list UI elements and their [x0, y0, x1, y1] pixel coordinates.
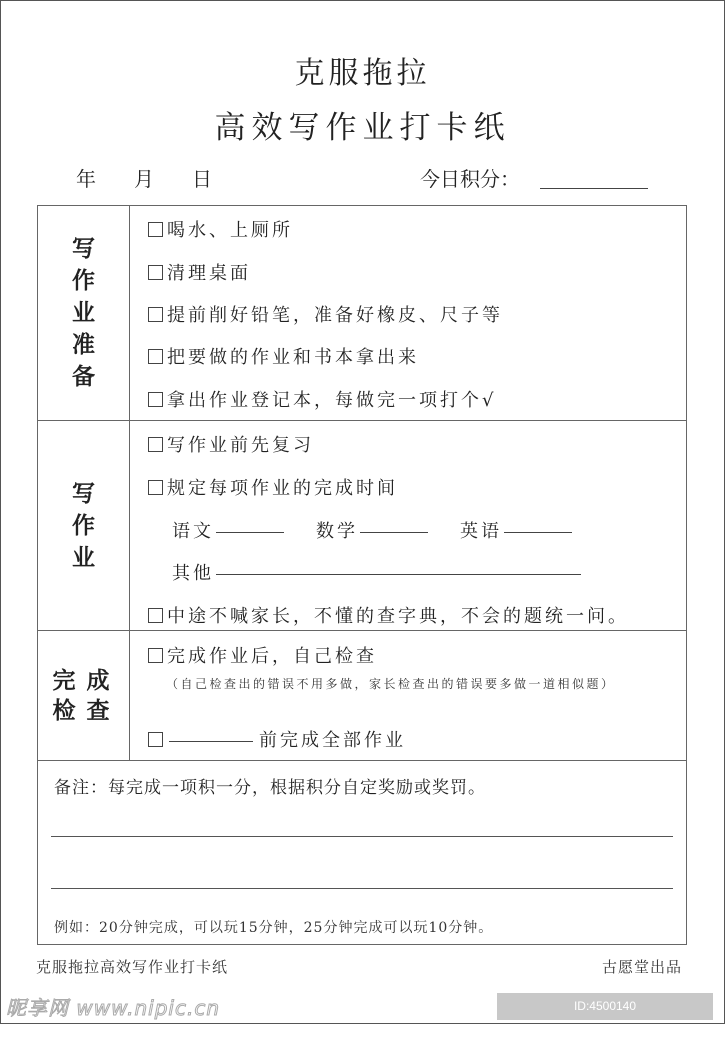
checkbox-icon[interactable]	[148, 222, 163, 237]
checklist-item[interactable]	[148, 431, 314, 457]
item-label: 把要做的作业和书本拿出来	[167, 347, 419, 368]
date-line	[0, 163, 725, 193]
item-label: 中途不喊家长，不懂的查字典，不会的题统一问。	[167, 606, 629, 627]
checkbox-icon[interactable]	[148, 349, 163, 364]
section-homework	[38, 421, 686, 631]
watermark-logo: 昵享网 www.nipic.cn	[6, 996, 221, 1020]
section-body	[130, 206, 686, 420]
checklist-item[interactable]	[148, 259, 251, 285]
label-char: 查	[86, 696, 110, 724]
remarks-example: 例如：20分钟完成，可以玩15分钟，25分钟完成可以玩10分钟。	[54, 920, 494, 936]
checkbox-icon[interactable]	[148, 437, 163, 452]
checkbox-icon[interactable]	[148, 265, 163, 280]
section-check	[38, 631, 686, 761]
checkbox-icon[interactable]	[148, 307, 163, 322]
subject-english-input[interactable]	[504, 532, 572, 533]
score-label: 今日积分：	[420, 167, 520, 191]
subject-other-row	[172, 559, 581, 585]
label-char: 完	[52, 666, 76, 694]
footer-publisher: 古愿堂出品	[602, 958, 683, 976]
item-label: 清理桌面	[167, 263, 251, 284]
footer-title: 克服拖拉高效写作业打卡纸	[36, 958, 229, 976]
subject-english-label: 英语	[460, 521, 502, 542]
section-preparation	[38, 206, 686, 421]
remarks-line-2[interactable]	[51, 888, 673, 889]
year-label: 年	[76, 167, 96, 191]
item-label: 完成作业后，自己检查	[167, 646, 377, 667]
checklist-item[interactable]	[148, 602, 629, 628]
checklist-item[interactable]	[148, 301, 503, 327]
checklist-item[interactable]	[148, 343, 419, 369]
subject-other-input[interactable]	[216, 574, 581, 575]
section-label: 写作业	[72, 479, 95, 571]
label-char: 检	[52, 696, 76, 724]
remarks-section	[38, 761, 686, 946]
checkbox-icon[interactable]	[148, 480, 163, 495]
checkbox-icon[interactable]	[148, 392, 163, 407]
item-label: 拿出作业登记本，每做完一项打个√	[167, 390, 497, 411]
subject-chinese-input[interactable]	[216, 532, 284, 533]
checklist-item[interactable]	[148, 474, 398, 500]
checklist-item[interactable]	[148, 642, 377, 668]
deadline-input[interactable]	[169, 741, 253, 742]
subject-math-label: 数学	[316, 521, 358, 542]
subject-math-input[interactable]	[360, 532, 428, 533]
subject-time-row	[172, 517, 572, 543]
section-header	[38, 206, 130, 420]
score-input-line[interactable]	[540, 188, 648, 189]
remarks-text: 备注：每完成一项积一分，根据积分自定奖励或奖罚。	[54, 778, 486, 798]
subject-chinese-label: 语文	[172, 521, 214, 542]
day-label: 日	[192, 167, 212, 191]
item-label: 提前削好铅笔，准备好橡皮、尺子等	[167, 305, 503, 326]
title-line-1: 克服拖拉	[294, 56, 431, 91]
checklist-item[interactable]	[148, 216, 293, 242]
month-label: 月	[134, 167, 154, 191]
section-body	[130, 421, 686, 630]
item-label: 前完成全部作业	[259, 730, 406, 751]
check-note: （自己检查出的错误不用多做，家长检查出的错误要多做一道相似题）	[166, 677, 616, 691]
watermark-id: ID:4500140 NO:20230329103733397104	[497, 993, 713, 1020]
checkbox-icon[interactable]	[148, 608, 163, 623]
label-char: 成	[86, 666, 110, 694]
checklist-table	[37, 205, 687, 945]
section-label	[53, 666, 115, 726]
section-header	[38, 631, 130, 760]
remarks-line-1[interactable]	[51, 836, 673, 837]
item-label: 写作业前先复习	[167, 435, 314, 456]
section-label: 写作业准备	[72, 235, 95, 390]
checkbox-icon[interactable]	[148, 648, 163, 663]
title-line-2: 高效写作业打卡纸	[214, 110, 511, 146]
item-label: 喝水、上厕所	[167, 220, 293, 241]
checklist-item[interactable]	[148, 386, 496, 412]
section-header	[38, 421, 130, 630]
subject-other-label: 其他	[172, 563, 214, 584]
item-label: 规定每项作业的完成时间	[167, 478, 398, 499]
section-body	[130, 631, 686, 760]
checkbox-icon[interactable]	[148, 732, 163, 747]
checklist-item[interactable]	[148, 726, 406, 752]
